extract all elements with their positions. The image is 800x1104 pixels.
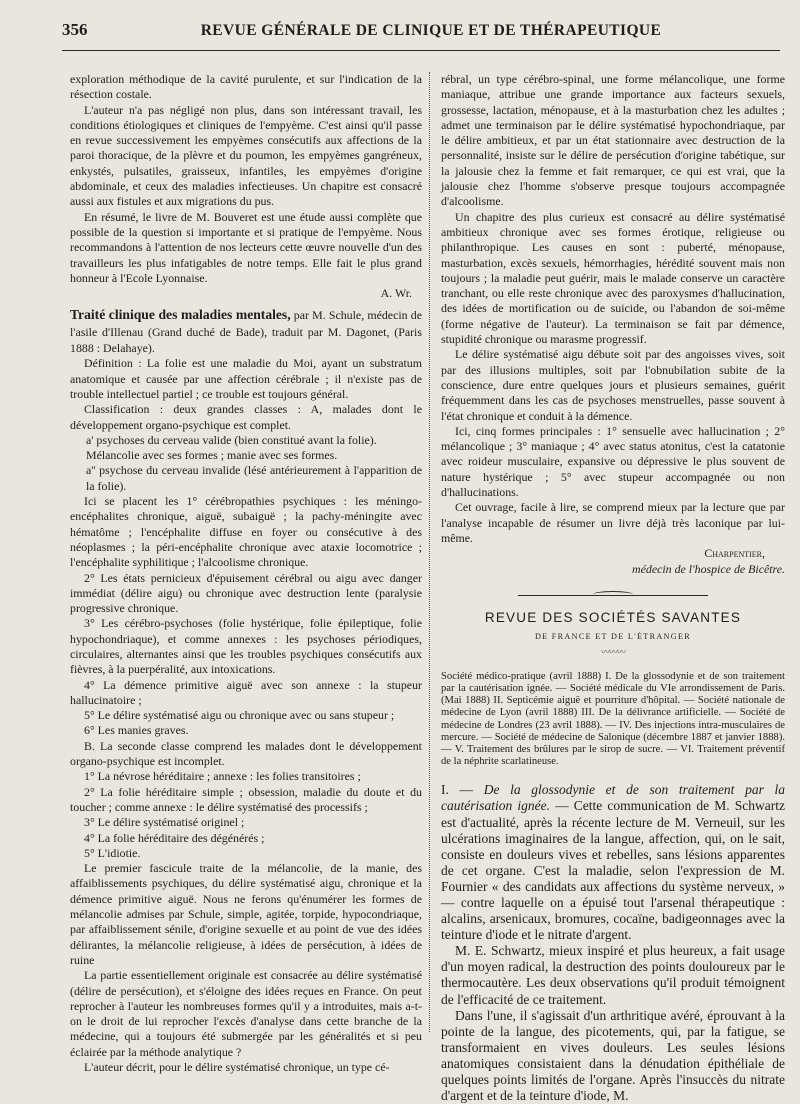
paragraph: L'auteur décrit, pour le délire systématisé chronique, un type cé- xyxy=(84,1060,390,1074)
signature: A. Wr. xyxy=(380,286,412,301)
paragraph: Classification : deux grandes classes : A, malades dont le développement organo-psychique est complet. xyxy=(70,402,422,432)
paragraph: Ici, cinq formes principales : 1° sensuelle avec hallucination ; 2° mélancolique ; 3° maniaque ; 4° avec status atonitus, c'est la catatonie avec roideur musculaire, expansive ou dépressive le plus souvent de nature hystérique ; 5° avec stupeur accompagnée ou non d'hallucinations. xyxy=(441,423,785,500)
paragraph: 6° Les manies graves. xyxy=(84,723,189,738)
paragraph: En résumé, le livre de M. Bouveret est une étude aussi complète que possible de la question si importante et si pratique de l'empyème. Nous recommandons à l'attention de nos lecteurs cette œuvre nouvelle d'un des travailleurs les plus infatigables de notre temps. Elle fait le plus grand honneur à l'Ecole Lyonnaise. xyxy=(70,209,422,285)
paragraph: La partie essentiellement originale est consacrée au délire systématisé (délire de persécution), et s'éloigne des idées reçues en France. On peut reprocher à l'auteur les nombreuses formes qu'il y a introduites, mais a-t-on le droit de lui reprocher l'excès d'analyse dans cette branche de la médecine, qui a toujours été submergée par les généralités et si peu éclairée par la méthode analytique ? xyxy=(70,968,422,1059)
paragraph: B. La seconde classe comprend les malades dont le développement organo-psychique est incomplet. xyxy=(70,738,422,769)
paragraph: 2° La folie héréditaire simple ; obsession, maladie du doute et du toucher ; comme annexe : le délire systématisé des processifs ; xyxy=(70,784,422,814)
section-summary: Société médico-pratique (avril 1888) I. De la glossodynie et de son traitement par la cautérisation ignée. — Société médicale du VIe arrondissement de Paris. (Mai 1888) II. Septicémie aiguë et pourriture d'hôpital. — Société nationale de médecine de Lyon (avril 1888) III. De la délivrance artificielle. — Société de médecine de Londres (23 avril 1888). — IV. Des injections intra-musculaires de mercure. — Société de médecine de Salonique (décembre 1887 et janvier 1888). — V. Traitement des brûlures par le sirop de sucre. — VI. Traitement préventif de la néphrite scarlatineuse. xyxy=(441,670,785,768)
article-paragraph: Dans l'une, il s'agissait d'un arthritique avéré, éprouvant à la pointe de la langue, des picotements, qui, par la fatigue, se transformaient en vives douleurs. Les seules lésions anatomiques consistaient dans la dénudation épithéliale de quelques points limités de l'organe. Après l'insuccès du nitrate d'argent et de la teinture d'iode, M. xyxy=(441,1007,785,1104)
section-subtitle: DE FRANCE ET DE L'ÉTRANGER xyxy=(534,632,692,642)
section-ornament xyxy=(518,595,708,600)
right-column xyxy=(441,72,786,1104)
paragraph: 4° La démence primitive aiguë avec son annexe : la stupeur hallucinatoire ; xyxy=(70,677,422,707)
paragraph: 3° Les cérébro-psychoses (folie hystérique, folie épileptique, folie hypochondriaque), et comme annexes : les psychoses périodiques, circulaires, alternantes ainsi que les troubles psychiques consécutifs aux fièvres, à la puerpéralité, aux intoxications. xyxy=(70,616,422,677)
paragraph: 2° Les états pernicieux d'épuisement cérébral ou aigu avec danger immédiat (délire aigu) ou chronique avec destruction lente (paralysie progressive chronique. xyxy=(70,570,422,616)
paragraph: exploration méthodique de la cavité purulente, et sur l'indication de la résection costale. xyxy=(70,72,422,102)
article-text: — Cette communication de M. Schwartz est d'actualité, après la récente lecture de M. Verneuil, sur les ulcérations imaginaires de la langue, affection, qui, on le sait, consiste en douleurs vives et rebelles, sans lésions apparentes de cet organe. C'est la maladie, selon l'expression de M. Fournier « des candidats aux affections du système nerveux, » — contre laquelle on a épuisé tout l'arsenal thérapeutique : alcalins, arsenicaux, bromures, cocaïne, badigeonnages avec la teinture d'iode et le nitrate d'argent. xyxy=(441,798,786,943)
book-citation: par M. Schule, médecin de l'asile d'Illenau (Grand duché de Bade), traduit par M. Dagonet, (Paris 1888 : Delahaye). xyxy=(70,308,422,356)
review-heading xyxy=(70,307,422,356)
article-paragraph xyxy=(441,782,785,943)
running-header xyxy=(62,20,780,44)
list-item: Mélancolie avec ses formes ; manie avec ses formes. xyxy=(86,448,338,463)
paragraph: 5° Le délire systématisé aigu ou chronique avec ou sans stupeur ; xyxy=(84,708,395,723)
paragraph: Cet ouvrage, facile à lire, se comprend mieux par la lecture que par l'analyse incapable de résumer un livre déjà très laconique par lui-même. xyxy=(441,500,785,545)
paragraph: 1° La névrose héréditaire ; annexe : les folies transitoires ; xyxy=(84,769,361,784)
paragraph: Ici se placent les 1° cérébropathies psychiques : les méningo-encéphalites chronique, aiguë, subaiguë ; la pachy-méningite avec hématôme ; l'encéphalite diffuse en foyer ou consécutive à des néoplasmes ; la péri-encéphalite chronique avec ataxie locomotrice ; l'encéphalite syphilitique ; l'alcoolisme chronique. xyxy=(70,494,422,570)
paragraph: rébral, un type cérébro-spinal, une forme mélancolique, une forme maniaque, attribue une grande importance aux facteurs sexuels, grossesse, lactation, ménopause, et à la masturbation chez les adultes ; admet une terminaison par le délire systématisé hypochondriaque, par le délire ambitieux, et par un état stationnaire avec destruction de la personnalité, insiste sur le délire de persécution d'origine tabétique, sur la jalousie chez la femme et fait remarquer, ce qui est vrai, que la jalousie chez l'homme s'observe presque toujours accompagnée d'alcoolisme. xyxy=(441,72,785,209)
article-title: De la glossodynie et de son traitement par la cautérisation ignée. xyxy=(441,782,785,814)
paragraph: Le délire systématisé aigu débute soit par des angoisses vives, soit par des illusions multiples, soit par l'obnubilation subite de la conscience, dure entre quelques jours et plusieurs semaines, guérit fréquemment dans les cas de psychoses menstruelles, passe souvent à l'état chronique et conduit à la démence. xyxy=(441,347,785,423)
running-title: REVUE GÉNÉRALE DE CLINIQUE ET DE THÉRAPEUTIQUE xyxy=(200,22,662,39)
column-divider xyxy=(429,72,430,1032)
paragraph: Le premier fascicule traite de la mélancolie, de la manie, des affaiblissements psychiques, du délire systématisé aigu, chronique et la démence primitive aiguë. Nous ne ferons qu'énumérer les formes de mélancolie admises par Schule, simple, agitée, torpide, hypocondriaque, par affaiblissement sénile, d'origine sexuelle et au point de vue des idées délirantes, la mélancolie religieuse, à idées de persécution, à idées de ruine xyxy=(70,861,422,967)
book-title: Traité clinique des maladies mentales, xyxy=(70,307,291,323)
header-rule xyxy=(62,50,780,51)
flourish-icon: 〰〰〰 xyxy=(600,647,625,658)
paragraph: L'auteur n'a pas négligé non plus, dans son intéressant travail, les conditions étiologiques et cliniques de l'empyème. C'est ainsi qu'il passe en revue successivement les empyèmes consécutifs aux affections de la paroi thoracique, de la plèvre et du poumon, les empyèmes gangréneux, enkystés, pulsatiles, graisseux, infantiles, les empyèmes d'origine abdominale, et ceux des maladies infectieuses. Un chapitre est consacré aussi aux fistules et aux migrations du pus. xyxy=(70,102,422,209)
left-column xyxy=(70,72,422,1074)
article-paragraph: M. E. Schwartz, mieux inspiré et plus heureux, a fait usage d'un moyen radical, la destruction des points douloureux par le thermocautère. Les deux observations qu'il produit témoignent de l'efficacité de ce traitement. xyxy=(441,943,785,1007)
paragraph: 4° La folie héréditaire des dégénérés ; xyxy=(84,830,265,845)
article-number: I. — xyxy=(441,782,484,798)
paragraph: Définition : La folie est une maladie du Moi, ayant un substratum anatomique et causée par une affection cérébrale ; il n'existe pas de trouble intellectuel partiel ; ce trouble est toujours général. xyxy=(70,356,422,401)
paragraph: Un chapitre des plus curieux est consacré au délire systématisé ambitieux chronique avec ses formes érotique, religieuse ou philanthropique. Les causes en sont : puberté, ménopause, masturbation, excès sexuels, hémorrhagies, hérédité souvent mais non toujours ; la maladie peut guérir, mais le malade conserve un caractère tranchant, ou elle reste chronique avec des paroxysmes d'hallucination, des idées de mortification ou de suicide, ou l'abandon de soi-même (forme négative de l'auteur). La terminaison se fait par démence, stupidité chronique ou marasme progressif. xyxy=(441,209,785,347)
paragraph: 3° Le délire systématisé originel ; xyxy=(84,815,245,830)
list-item: a'' psychose du cerveau invalide (lésé antérieurement à l'apparition de la folie). xyxy=(86,463,422,493)
section-title: REVUE DES SOCIÉTÉS SAVANTES xyxy=(484,609,742,625)
page-number: 356 xyxy=(62,20,88,39)
signature-title: médecin de l'hospice de Bicêtre. xyxy=(632,561,785,576)
list-item: a' psychoses du cerveau valide (bien constitué avant la folie). xyxy=(86,432,377,447)
signature-name: Charpentier, xyxy=(704,546,765,561)
paragraph: 5° L'idiotie. xyxy=(84,845,141,860)
